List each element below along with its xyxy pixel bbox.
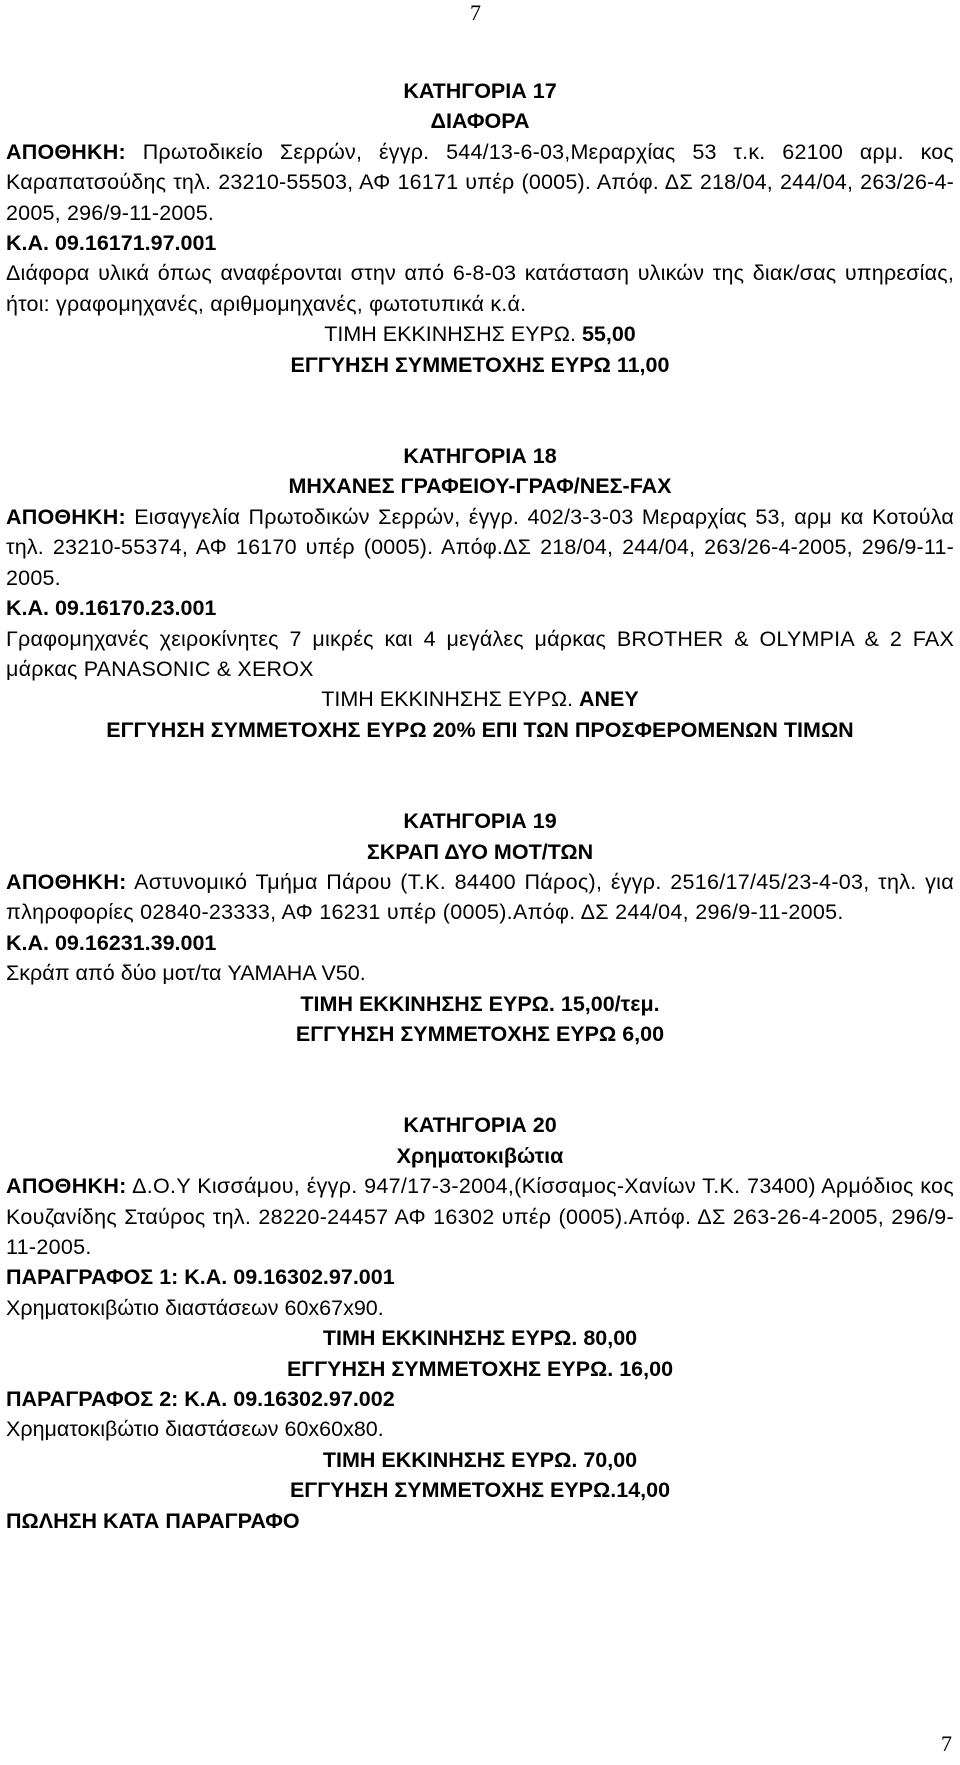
price-value: 55,00 xyxy=(581,322,636,347)
storage-text: Πρωτοδικείο Σερρών, έγγρ. 544/13-6-03,Μεραρχίας 53 τ.κ. 62100 αρμ. κος Καραπατσούδης τηλ. 23210-55503, ΑΦ 16171 υπέρ (0005). Απόφ. ΔΣ 218/04, 244/04, 263/26-4-2005, 296/9-11-2005. xyxy=(6,139,954,225)
starting-price: ΤΙΜΗ ΕΚΚΙΝΗΣΗΣ ΕΥΡΩ. 15,00/τεμ. xyxy=(300,991,660,1016)
starting-price xyxy=(6,684,954,714)
paragraph-2-description: Χρηματοκιβώτιο διαστάσεων 60x60x80. xyxy=(6,1417,384,1442)
storage-paragraph xyxy=(6,867,954,928)
category-title: ΜΗΧΑΝΕΣ ΓΡΑΦΕΙΟΥ-ΓΡΑΦ/ΝΕΣ-FAX xyxy=(288,474,672,499)
storage-text: Δ.Ο.Υ Κισσάμου, έγγρ. 947/17-3-2004,(Κίσσαμος-Χανίων Τ.Κ. 73400) Αρμόδιος κος Κουζανίδης Σταύρος τηλ. 28220-24457 ΑΦ 16302 υπέρ (0005).Απόφ. ΔΣ 263-26-4-2005, 296/9-11-2005. xyxy=(6,1174,954,1259)
paragraph-1-price: ΤΙΜΗ ΕΚΚΙΝΗΣΗΣ ΕΥΡΩ. 80,00 xyxy=(322,1326,638,1351)
price-value: ΑΝΕΥ xyxy=(578,687,639,712)
category-title: Χρηματοκιβώτια xyxy=(396,1143,564,1168)
category-20-section xyxy=(6,1110,954,1536)
participation-guarantee: ΕΓΓΥΗΣΗ ΣΥΜΜΕΤΟΧΗΣ ΕΥΡΩ 11,00 xyxy=(290,352,670,377)
participation-guarantee: ΕΓΓΥΗΣΗ ΣΥΜΜΕΤΟΧΗΣ ΕΥΡΩ 6,00 xyxy=(295,1021,665,1046)
price-label: ΤΙΜΗ ΕΚΚΙΝΗΣΗΣ ΕΥΡΩ. xyxy=(324,322,576,347)
category-heading: ΚΑΤΗΓΟΡΙΑ 18 xyxy=(403,444,557,469)
participation-guarantee: ΕΓΓΥΗΣΗ ΣΥΜΜΕΤΟΧΗΣ ΕΥΡΩ 20% ΕΠΙ ΤΩΝ ΠΡΟΣΦΕΡΟΜΕΝΩΝ ΤΙΜΩΝ xyxy=(106,717,854,742)
paragraph-2-heading: ΠΑΡΑΓΡΑΦΟΣ 2: Κ.Α. 09.16302.97.002 xyxy=(6,1387,395,1412)
storage-paragraph xyxy=(6,1171,954,1262)
paragraph-2-price: ΤΙΜΗ ΕΚΚΙΝΗΣΗΣ ΕΥΡΩ. 70,00 xyxy=(322,1447,638,1472)
starting-price xyxy=(6,319,954,349)
category-heading: ΚΑΤΗΓΟΡΙΑ 17 xyxy=(403,79,557,103)
category-title: ΣΚΡΑΠ ΔΥΟ ΜΟΤ/ΤΩΝ xyxy=(366,839,594,864)
page-number-bottom: 7 xyxy=(941,1731,952,1756)
storage-paragraph xyxy=(6,137,954,228)
sale-per-paragraph-note: ΠΩΛΗΣΗ ΚΑΤΑ ΠΑΡΑΓΡΑΦΟ xyxy=(6,1508,300,1533)
account-code: Κ.Α. 09.16171.97.001 xyxy=(6,231,217,256)
storage-text: Εισαγγελία Πρωτοδικών Σερρών, έγγρ. 402/3-3-03 Μεραρχίας 53, αρμ κα Κοτούλα τηλ. 23210-55374, ΑΦ 16170 υπέρ (0005). Απόφ.ΔΣ 218/04, 244/04, 263/26-4-2005, 296/9-11-2005. xyxy=(6,504,954,590)
storage-paragraph xyxy=(6,502,954,593)
paragraph-1-description: Χρηματοκιβώτιο διαστάσεων 60x67x90. xyxy=(6,1295,384,1320)
storage-label: ΑΠΟΘΗΚΗ: xyxy=(6,1174,127,1199)
category-heading: ΚΑΤΗΓΟΡΙΑ 19 xyxy=(403,809,557,834)
paragraph-1-heading: ΠΑΡΑΓΡΑΦΟΣ 1: Κ.Α. 09.16302.97.001 xyxy=(6,1265,395,1290)
storage-text: Αστυνομικό Τμήμα Πάρου (Τ.Κ. 84400 Πάρος), έγγρ. 2516/17/45/23-4-03, τηλ. για πληροφορίες 02840-23333, ΑΦ 16231 υπέρ (0005).Απόφ. ΔΣ 244/04, 296/9-11-2005. xyxy=(6,869,954,925)
account-code: Κ.Α. 09.16231.39.001 xyxy=(6,930,217,955)
account-code: Κ.Α. 09.16170.23.001 xyxy=(6,596,217,621)
page-number-top: 7 xyxy=(470,0,481,25)
item-description: Σκράπ από δύο μοτ/τα YAMAHA V50. xyxy=(6,961,366,986)
item-description: Γραφομηχανές χειροκίνητες 7 μικρές και 4 μεγάλες μάρκας BROTHER & OLYMPIA & 2 FAX μάρκας PANASONIC & XEROX xyxy=(6,626,954,681)
category-17-section xyxy=(6,76,954,380)
category-heading: ΚΑΤΗΓΟΡΙΑ 20 xyxy=(403,1113,557,1138)
category-19-section xyxy=(6,806,954,1049)
category-18-section xyxy=(6,441,954,745)
category-title: ΔΙΑΦΟΡΑ xyxy=(430,109,530,134)
document-body xyxy=(6,76,954,1536)
storage-label: ΑΠΟΘΗΚΗ: xyxy=(6,139,126,164)
paragraph-1-guarantee: ΕΓΓΥΗΣΗ ΣΥΜΜΕΤΟΧΗΣ ΕΥΡΩ. 16,00 xyxy=(286,1356,674,1381)
item-description: Διάφορα υλικά όπως αναφέρονται στην από 6-8-03 κατάσταση υλικών της διακ/σας υπηρεσίας, ήτοι: γραφομηχανές, αριθμομηχανές, φωτοτυπικά κ.ά. xyxy=(6,261,954,316)
price-label: ΤΙΜΗ ΕΚΚΙΝΗΣΗΣ ΕΥΡΩ. xyxy=(321,687,573,712)
storage-label: ΑΠΟΘΗΚΗ: xyxy=(6,869,127,894)
paragraph-2-guarantee: ΕΓΓΥΗΣΗ ΣΥΜΜΕΤΟΧΗΣ ΕΥΡΩ.14,00 xyxy=(289,1478,671,1503)
storage-label: ΑΠΟΘΗΚΗ: xyxy=(6,504,126,529)
